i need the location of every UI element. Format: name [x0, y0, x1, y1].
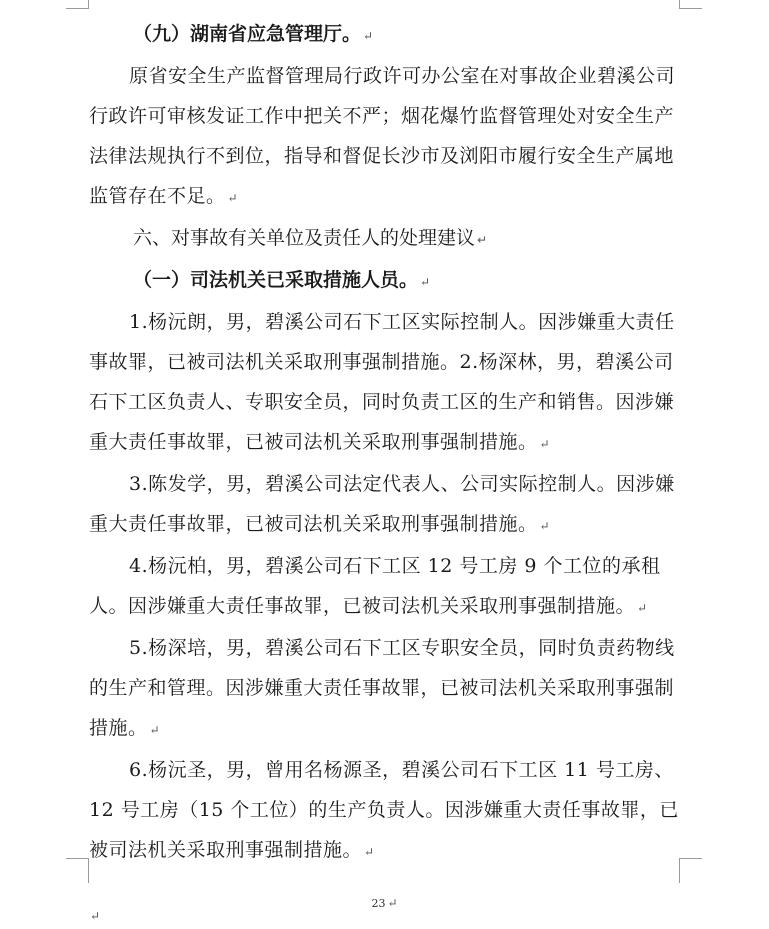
paragraph-mark: ↵ — [149, 723, 161, 737]
paragraph-mark: ↵ — [363, 29, 374, 43]
document-body[interactable] — [89, 14, 683, 872]
subsection-heading-1 — [89, 260, 683, 302]
list-item-3-text: 3.陈发学，男，碧溪公司法定代表人、公司实际控制人。因涉嫌重大责任事故罪，已被司法机关采取刑事强制措施。 — [89, 473, 675, 535]
chapter-heading-6-text: 六、对事故有关单位及责任人的处理建议 — [133, 227, 476, 249]
section-heading-9-text: （九）湖南省应急管理厅。 — [133, 23, 362, 45]
list-item-5 — [89, 628, 683, 750]
page-number: 23 — [371, 897, 386, 910]
paragraph-mark: ↵ — [477, 233, 488, 247]
crop-mark-bottom-left — [66, 858, 89, 883]
crop-mark-top-left — [66, 0, 89, 9]
list-item-3 — [89, 464, 683, 546]
paragraph-mark: ↵ — [364, 845, 375, 859]
list-item-4 — [89, 546, 683, 628]
list-item-4-text: 4.杨沅柏，男，碧溪公司石下工区 12 号工房 9 个工位的承租人。因涉嫌重大责任事故罪，已被司法机关采取刑事强制措施。 — [89, 555, 661, 617]
paragraph-mark: ↵ — [227, 191, 239, 205]
list-item-1-2 — [89, 302, 683, 464]
paragraph-mark: ↵ — [387, 896, 398, 910]
paragraph-mark: ↵ — [539, 437, 551, 451]
list-item-6-text: 6.杨沅圣，男，曾用名杨源圣，碧溪公司石下工区 11 号工房、12 号工房（15 个工位）的生产负责人。因涉嫌重大责任事故罪，已被司法机关采取刑事强制措施。 — [89, 759, 679, 861]
paragraph-mark: ↵ — [637, 601, 648, 615]
paragraph-mark: ↵ — [539, 519, 551, 533]
list-item-6 — [89, 750, 683, 872]
paragraph-9 — [89, 56, 683, 218]
trailing-paragraph-mark: ↵ — [90, 909, 101, 923]
list-item-5-text: 5.杨深培，男，碧溪公司石下工区专职安全员，同时负责药物线的生产和管理。因涉嫌重大责任事故罪，已被司法机关采取刑事强制措施。 — [89, 637, 675, 739]
section-heading-9 — [89, 14, 683, 56]
page-footer — [0, 896, 769, 910]
paragraph-mark: ↵ — [420, 275, 431, 289]
subsection-heading-1-text: （一）司法机关已采取措施人员。 — [133, 269, 419, 291]
chapter-heading-6 — [89, 218, 683, 260]
crop-mark-top-right — [679, 0, 702, 9]
paragraph-9-text: 原省安全生产监督管理局行政许可办公室在对事故企业碧溪公司行政许可审核发证工作中把关不严；烟花爆竹监督管理处对安全生产法律法规执行不到位，指导和督促长沙市及浏阳市履行安全生产属地监管存在不足。 — [89, 65, 676, 207]
list-item-1-2-text: 1.杨沅朗，男，碧溪公司石下工区实际控制人。因涉嫌重大责任事故罪，已被司法机关采取刑事强制措施。2.杨深林，男，碧溪公司石下工区负责人、专职安全员，同时负责工区的生产和销售。因涉嫌重大责任事故罪，已被司法机关采取刑事强制措施。 — [89, 311, 675, 453]
